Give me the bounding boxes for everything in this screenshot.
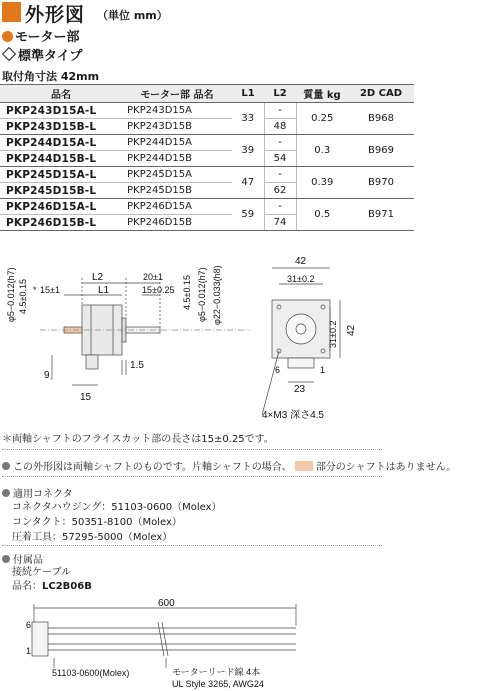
l2-cell: - xyxy=(264,199,296,215)
motor-cell: PKP244D15B xyxy=(122,151,232,167)
cad-link[interactable]: B970 xyxy=(348,167,414,199)
model-cell: PKP243D15B-L xyxy=(0,119,122,135)
housing-label: 51103-0600(Molex) xyxy=(52,668,130,678)
connector-block xyxy=(2,485,222,545)
model-cell: PKP243D15A-L xyxy=(0,103,122,119)
lead-label: モーターリード線 4本 xyxy=(172,667,261,677)
model-cell: PKP245D15A-L xyxy=(0,167,122,183)
table-row xyxy=(0,167,414,183)
motor-cell: PKP245D15A xyxy=(122,167,232,183)
l2-cell: - xyxy=(264,135,296,151)
dim-4-5-left: 4.5±0.15 xyxy=(18,279,28,314)
l2-cell: 74 xyxy=(264,215,296,231)
motor-cell: PKP243D15B xyxy=(122,119,232,135)
cad-link[interactable]: B971 xyxy=(348,199,414,231)
dim-l1: L1 xyxy=(98,285,110,296)
gray-dot-icon xyxy=(2,462,10,470)
accessory-line: 接続ケーブル xyxy=(12,567,72,578)
diamond-icon xyxy=(2,47,16,61)
cable-pin-6: 6 xyxy=(26,620,32,630)
dim-1-5: 1.5 xyxy=(130,360,144,371)
col-header-l2: L2 xyxy=(264,85,296,103)
table-row xyxy=(0,135,414,151)
dim-9: 9 xyxy=(44,370,50,381)
connector-tool: 圧着工具：57295-5000（Molex） xyxy=(12,532,173,543)
model-cell: PKP246D15A-L xyxy=(0,199,122,215)
section-motor-label: モーター部 xyxy=(15,30,80,45)
l1-cell: 39 xyxy=(232,135,264,167)
dim-20: 20±1 xyxy=(143,272,163,282)
dim-15-025: 15±0.25 xyxy=(142,285,175,295)
l2-cell: - xyxy=(264,103,296,119)
l2-cell: 62 xyxy=(264,183,296,199)
title-marker xyxy=(2,2,21,22)
motor-cell: PKP246D15B xyxy=(122,215,232,231)
dim-4-5-right: 4.5±0.15 xyxy=(182,275,192,310)
spec-table xyxy=(0,84,414,231)
dim-23: 23 xyxy=(294,384,306,395)
dim-phi22: φ22−0.033(h8) xyxy=(212,265,222,325)
cad-link[interactable]: B969 xyxy=(348,135,414,167)
l2-cell: - xyxy=(264,167,296,183)
divider xyxy=(2,545,382,547)
dim-31-side: 31±0.2 xyxy=(328,320,338,348)
l1-cell: 33 xyxy=(232,103,264,135)
connector-housing: コネクタハウジング：51103-0600（Molex） xyxy=(12,502,222,513)
gray-dot-icon xyxy=(2,489,10,497)
shaft-bullet-text-b: 部分のシャフトはありません。 xyxy=(315,462,457,473)
col-header-motor: モーター部 品名 xyxy=(122,85,232,103)
dim-15-1: 15±1 xyxy=(40,285,60,295)
orange-dot-icon xyxy=(2,31,13,42)
connector-side xyxy=(86,355,98,369)
l1-cell: 59 xyxy=(232,199,264,231)
dim-phi5-left: φ5−0.012(h7) xyxy=(6,267,16,322)
l2-cell: 54 xyxy=(264,151,296,167)
col-header-mass: 質量 kg xyxy=(296,85,348,103)
dim-phi5-right: φ5−0.012(h7) xyxy=(197,267,207,322)
mount-size: 取付角寸法 42mm xyxy=(2,70,100,83)
holes-label: 4×M3 深さ4.5 xyxy=(262,410,324,421)
accessory-name: LC2B06B xyxy=(42,581,92,592)
accessory-block xyxy=(2,551,92,594)
col-header-l1: L1 xyxy=(232,85,264,103)
mass-cell: 0.3 xyxy=(296,135,348,167)
cable-drawing xyxy=(0,596,496,691)
dim-15: 15 xyxy=(80,392,92,403)
gray-dot-icon xyxy=(2,555,10,563)
section-motor xyxy=(2,26,79,45)
dim-star: * xyxy=(33,285,37,295)
connector-front xyxy=(288,358,314,368)
model-cell: PKP246D15B-L xyxy=(0,215,122,231)
unit-label: （単位 mm） xyxy=(97,9,168,22)
pin-1-label: 1 xyxy=(320,365,326,375)
dim-31-top: 31±0.2 xyxy=(287,274,315,284)
dim-42-top: 42 xyxy=(295,256,307,267)
mass-cell: 0.39 xyxy=(296,167,348,199)
accessory-name-label: 品名： xyxy=(12,581,42,592)
shaft-bullet-text-a: この外形図は両軸シャフトのものです。片軸シャフトの場合、 xyxy=(13,462,292,473)
connector-title: 適用コネクタ xyxy=(13,489,73,500)
motor-cell: PKP244D15A xyxy=(122,135,232,151)
cad-link[interactable]: B968 xyxy=(348,103,414,135)
dim-42-side: 42 xyxy=(346,324,357,336)
table-row xyxy=(0,199,414,215)
style-label: UL Style 3265, AWG24 xyxy=(172,679,264,689)
dim-l2: L2 xyxy=(92,272,104,283)
col-header-model: 品名 xyxy=(0,85,122,103)
section-standard xyxy=(2,45,82,64)
table-header-row xyxy=(0,85,414,103)
table-row xyxy=(0,103,414,119)
model-cell: PKP244D15B-L xyxy=(0,151,122,167)
page-title: 外形図 xyxy=(25,4,86,26)
divider xyxy=(2,476,382,478)
motor-cell: PKP243D15A xyxy=(122,103,232,119)
pin-6-label: 6 xyxy=(275,365,281,375)
mass-cell: 0.5 xyxy=(296,199,348,231)
outline-drawing xyxy=(0,250,496,430)
connector-contact: コンタクト：50351-8100（Molex） xyxy=(12,517,182,528)
accessory-title: 付属品 xyxy=(13,555,43,566)
col-header-cad: 2D CAD xyxy=(348,85,414,103)
model-cell: PKP245D15B-L xyxy=(0,183,122,199)
model-cell: PKP244D15A-L xyxy=(0,135,122,151)
cable-length: 600 xyxy=(158,598,175,609)
l2-cell: 48 xyxy=(264,119,296,135)
shaft-bullet xyxy=(2,458,456,473)
shaft-note: ＊両軸シャフトのフライスカット部の長さは15±0.25です。 xyxy=(2,434,274,445)
l1-cell: 47 xyxy=(232,167,264,199)
cable-connector xyxy=(32,622,48,656)
section-standard-label: 標準タイプ xyxy=(18,49,83,64)
mass-cell: 0.25 xyxy=(296,103,348,135)
peach-swatch-icon xyxy=(295,461,313,471)
divider xyxy=(2,449,382,451)
motor-cell: PKP246D15A xyxy=(122,199,232,215)
motor-cell: PKP245D15B xyxy=(122,183,232,199)
cable-pin-1: 1 xyxy=(26,646,32,656)
